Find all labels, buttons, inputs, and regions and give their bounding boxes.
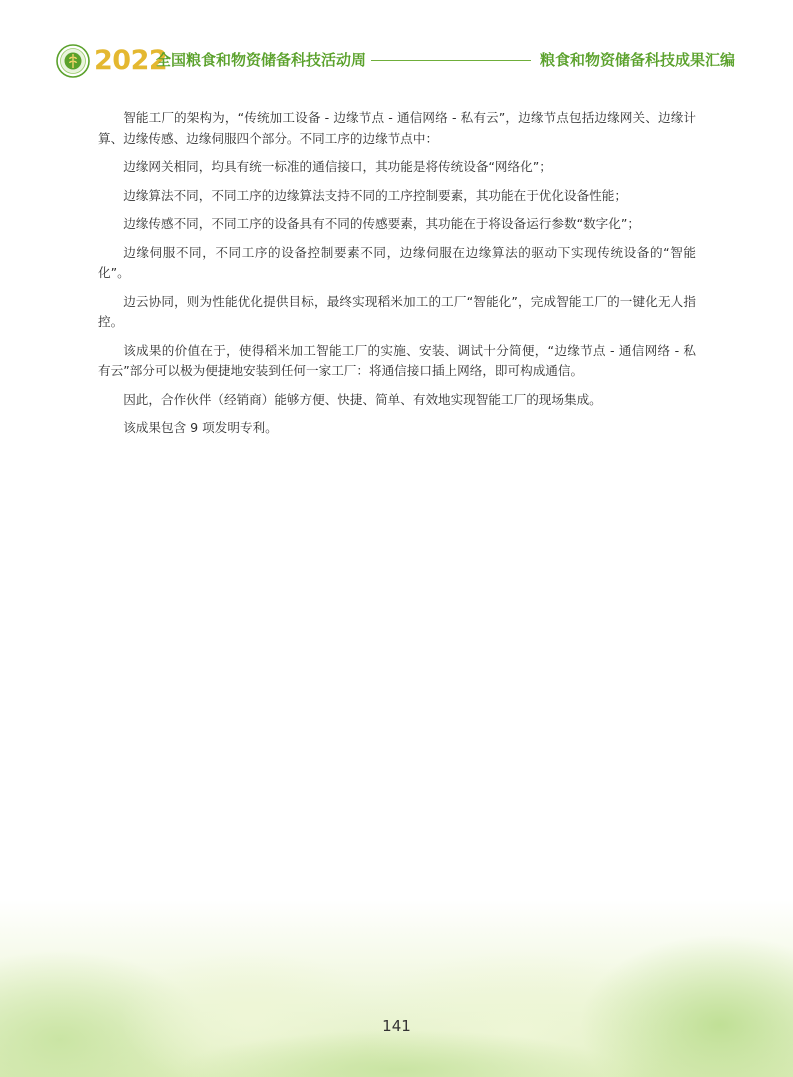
header-year: 2022 (94, 45, 168, 76)
body-text (98, 108, 696, 447)
paragraph: 边缘伺服不同，不同工序的设备控制要素不同，边缘伺服在边缘算法的驱动下实现传统设备的“智能化”。 (98, 244, 696, 280)
header-event-title: 全国粮食和物资储备科技活动周 (156, 51, 367, 69)
footer-background-decoration (0, 900, 793, 1077)
paragraph: 边缘算法不同，不同工序的边缘算法支持不同的工序控制要素，其功能在于优化设备性能； (123, 187, 627, 203)
paragraph: 因此，合作伙伴（经销商）能够方便、快捷、简单、有效地实现智能工厂的现场集成。 (123, 391, 602, 407)
page-header (0, 0, 793, 80)
paragraph: 边云协同，则为性能优化提供目标，最终实现稻米加工的工厂“智能化”，完成智能工厂的一键化无人指控。 (98, 293, 696, 329)
paragraph: 该成果的价值在于，使得稻米加工智能工厂的实施、安装、调试十分简便，“边缘节点 - 通信网络 - 私有云”部分可以极为便捷地安装到任何一家工厂：将通信接口插上网络，即可构成通信。 (98, 342, 696, 378)
paragraph: 边缘传感不同，不同工序的设备具有不同的传感要素，其功能在于将设备运行参数“数字化”； (123, 216, 640, 231)
header-book-title: 粮食和物资储备科技成果汇编 (539, 51, 735, 69)
paragraph: 该成果包含 9 项发明专利。 (123, 420, 278, 435)
event-logo-icon (56, 44, 90, 78)
page-number: 141 (382, 1017, 411, 1035)
paragraph: 边缘网关相同，均具有统一标准的通信接口，其功能是将传统设备“网络化”； (123, 159, 552, 174)
header-divider (371, 60, 531, 61)
paragraph: 智能工厂的架构为，“传统加工设备 - 边缘节点 - 通信网络 - 私有云”，边缘节点包括边缘网关、边缘计算、边缘传感、边缘伺服四个部分。不同工序的边缘节点中： (98, 110, 696, 146)
